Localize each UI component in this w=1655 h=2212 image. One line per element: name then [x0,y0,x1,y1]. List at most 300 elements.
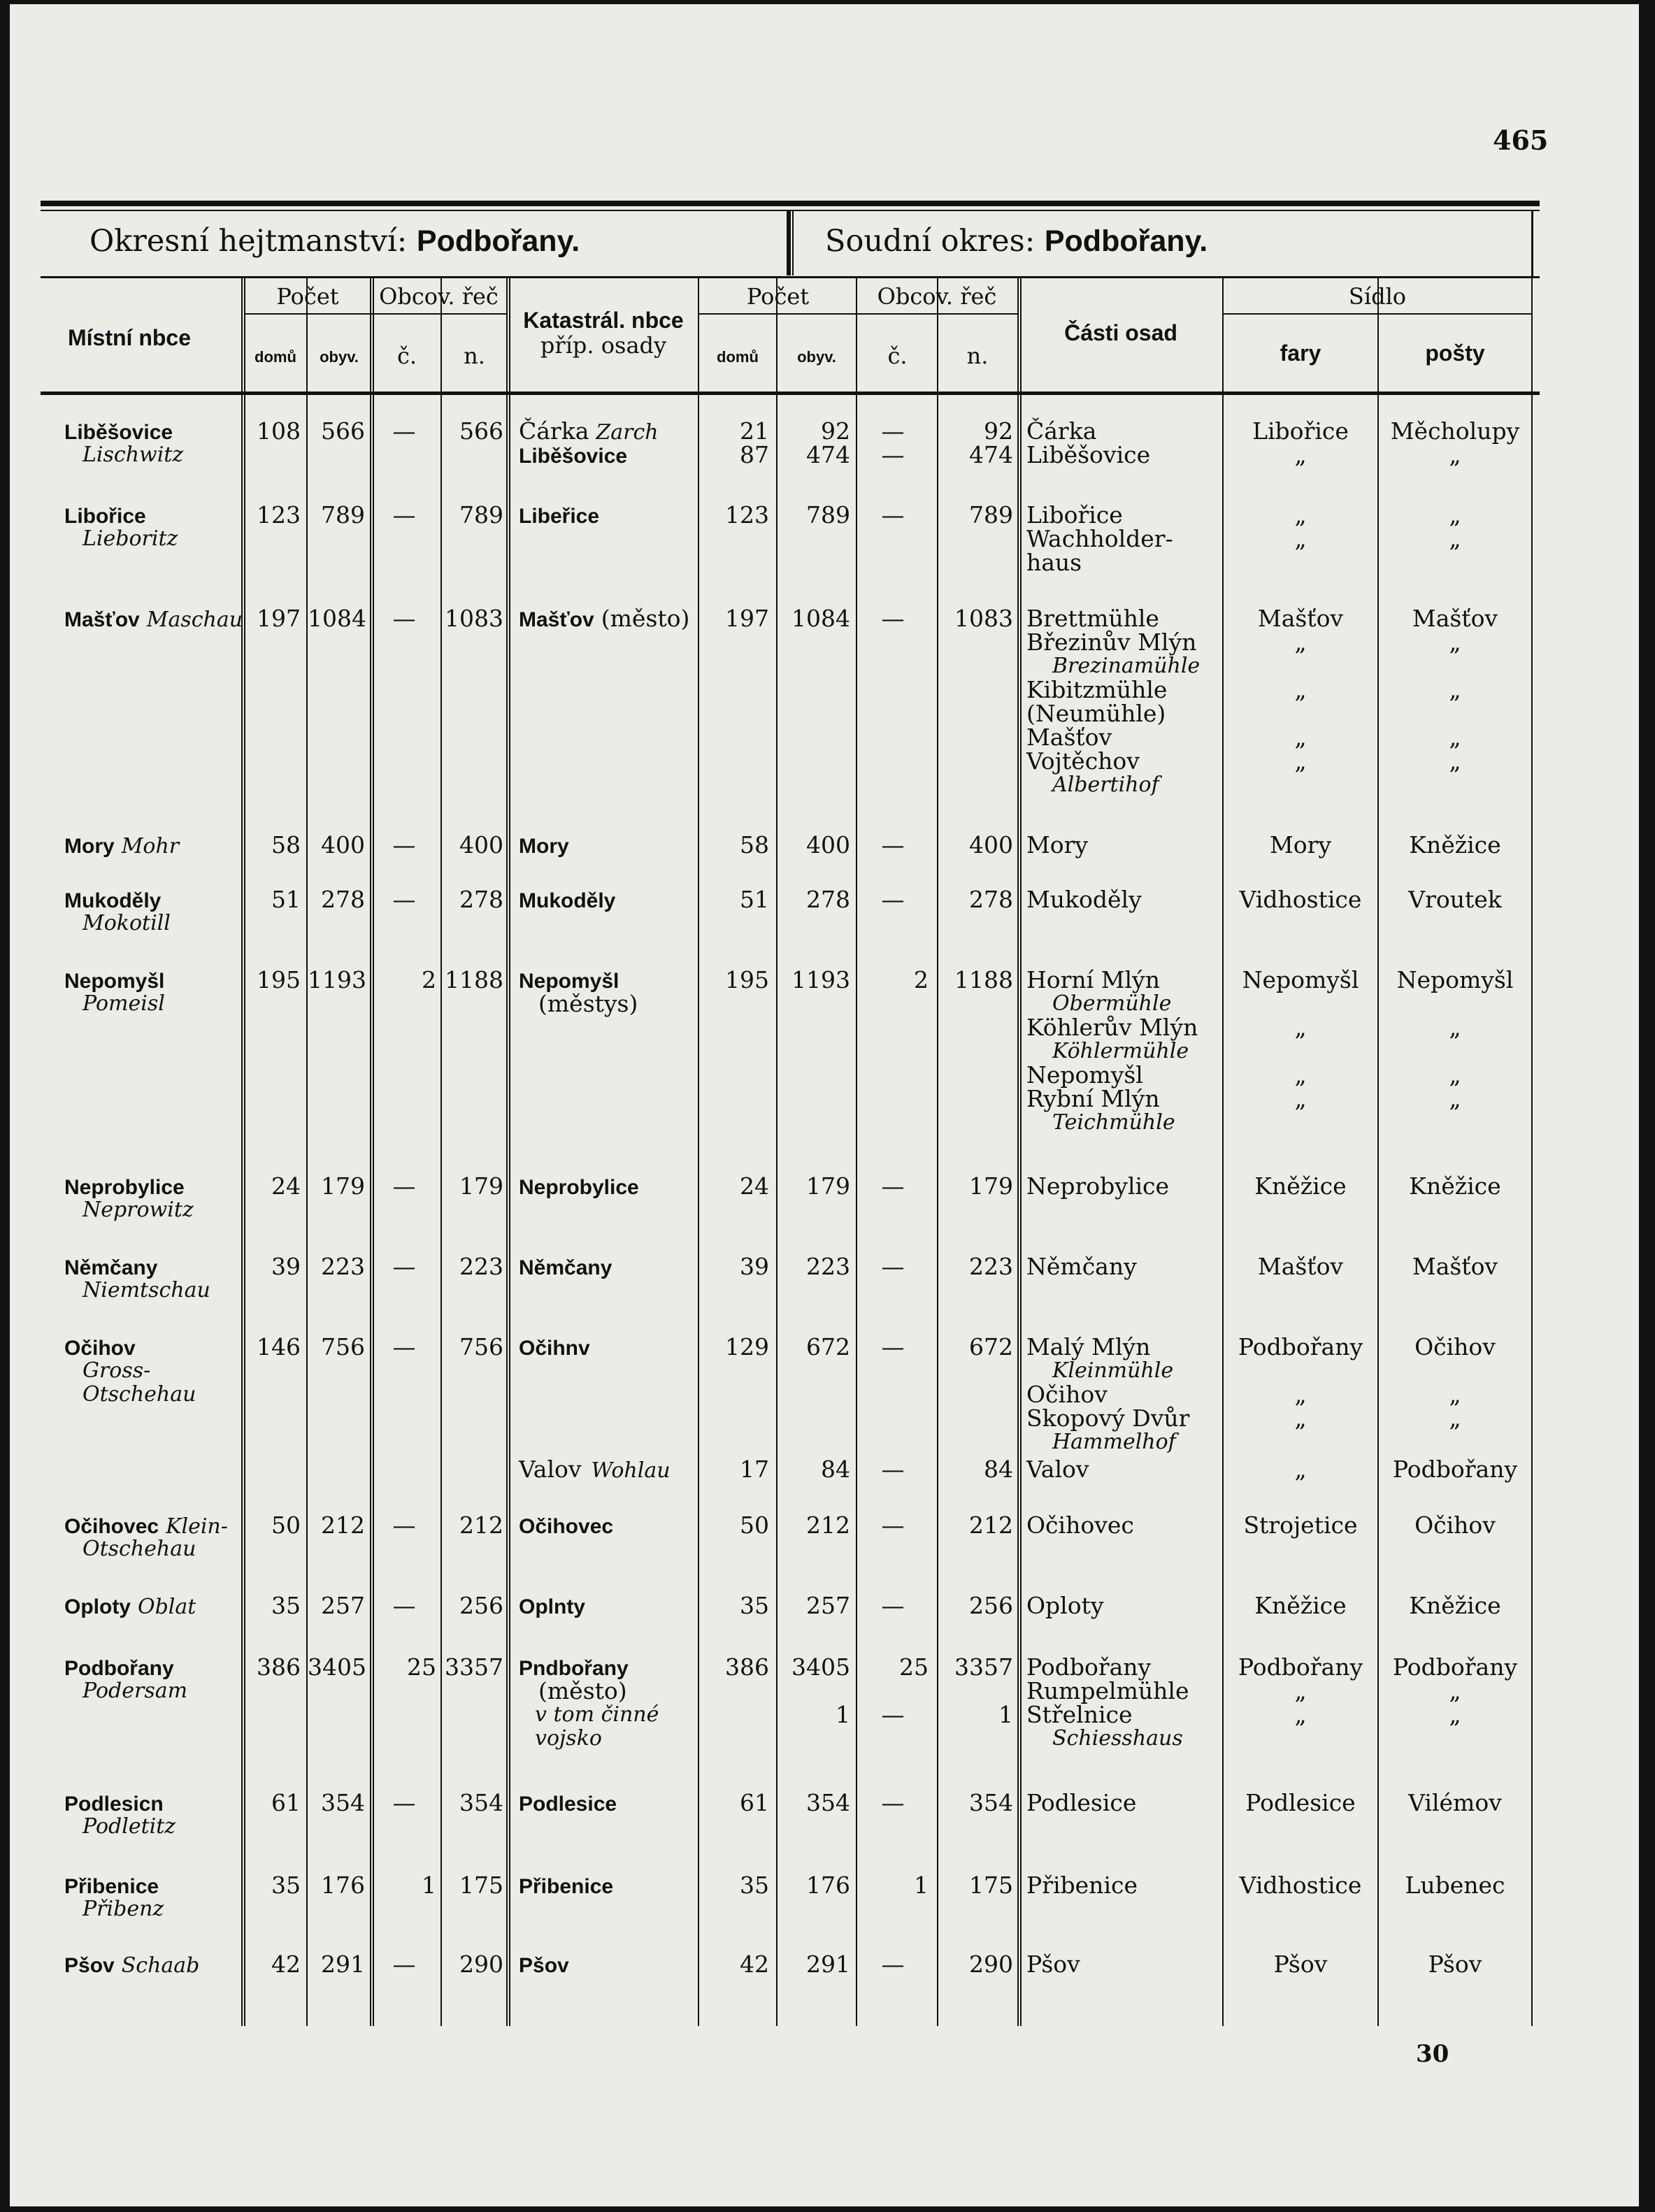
obec-name [64,607,243,632]
domu: 58 [271,831,301,859]
footer-number: 30 [1416,2040,1449,2068]
kat-n: 212 [969,1511,1013,1539]
domu: 108 [257,417,301,445]
cast-osady: Rumpelmühle [1026,1677,1189,1704]
katastral-czech: Němčany [519,1256,612,1279]
kat-c: — [881,1253,905,1280]
obyv: 1084 [308,605,366,632]
fara: „ [1294,1456,1307,1483]
kat-domu: 61 [740,1789,769,1816]
kat-obyv: 672 [806,1333,850,1360]
kat-obyv: 1193 [791,966,850,993]
domu: 35 [271,1592,301,1619]
kat-n: 92 [984,417,1013,445]
obec-german: Schaab [121,1953,200,1978]
col-pocet: Počet [276,283,339,310]
obyv: 3405 [308,1653,366,1681]
col-c-2: č. [887,343,908,369]
cast-osady: Wachholder- [1026,525,1173,552]
obcov-n: 756 [459,1333,503,1360]
kat-domu: 123 [725,501,769,529]
domu: 146 [257,1333,301,1360]
header-bottom-rule [41,276,1540,278]
kat-obyv: 474 [806,441,850,468]
fara: „ [1294,676,1307,703]
obcov-n: 223 [459,1253,503,1280]
katastral-german: Wohlau [591,1458,671,1483]
kat-obyv: 92 [821,417,850,445]
district-header: Okresní hejtmanství: Podbořany. [89,224,580,259]
posta: „ [1449,441,1461,468]
column-rule [509,278,510,2026]
obec-czech: Pšov [64,1954,115,1977]
cast-osady: Valov [1026,1456,1089,1483]
cast-osady: Horní Mlýn [1026,966,1160,993]
col-obyv: obyv. [320,348,359,366]
fara: Kněžice [1254,1592,1347,1619]
col-sidlo: Sídlo [1348,283,1407,310]
column-rule [244,278,245,2026]
kat-obyv: 257 [806,1592,850,1619]
obec-name [64,419,173,445]
katastral-czech: Pndbořany [519,1657,629,1680]
kat-c: — [881,1951,905,1978]
katastral-note-it: v tom činné [535,1702,659,1727]
obyv: 179 [321,1172,365,1200]
katastral-name [519,443,627,468]
obcov-c: — [392,886,416,913]
kat-obyv: 291 [806,1951,850,1978]
obcov-n: 256 [459,1592,503,1619]
katastral-czech: Mukoděly [519,889,616,912]
fara: Mašťov [1257,1253,1344,1280]
obyv: 566 [321,417,365,445]
katastral-german: Zarch [596,420,659,445]
fara: Mory [1269,831,1332,859]
cast-osady: Podbořany [1026,1653,1152,1681]
posta: Vilémov [1408,1789,1502,1816]
katastral-name [519,503,599,529]
cast-osady: Pšov [1026,1951,1080,1978]
posta: Nepomyšl [1396,966,1514,993]
kat-domu: 50 [740,1511,769,1539]
katastral-czech: Oplnty [519,1595,585,1618]
posta: Vroutek [1408,886,1502,913]
obcov-c: — [392,1253,416,1280]
kat-domu: 58 [740,831,769,859]
cast-osady: haus [1026,549,1082,576]
obec-czech: Liběšovice [64,421,173,444]
column-rule [1017,278,1019,2026]
obec-name [64,1175,185,1200]
kat-n: 256 [969,1592,1013,1619]
column-rule [1020,278,1022,2026]
obcov-n: 212 [459,1511,503,1539]
obec-german: Pomeisl [83,991,165,1016]
posta: „ [1449,747,1461,775]
col-casti-osad: Části osad [1064,320,1177,345]
katastral-name [519,1791,617,1816]
katastral-czech: Očihnv [519,1337,590,1360]
obec-czech: Libořice [64,505,146,528]
obyv: 212 [321,1511,365,1539]
obec-german: Gross- [83,1358,151,1383]
katastral-czech: Neprobylice [519,1176,639,1199]
domu: 35 [271,1872,301,1899]
header-under-rule [41,392,1540,395]
col-mistni-nbce: Místní nbce [67,325,191,350]
obec-name [64,1514,228,1539]
kat-c: — [881,441,905,468]
col-n: n. [464,343,485,369]
col-obcov-rec: Obcov. řeč [379,283,499,310]
katastral-note: (město) [538,1677,627,1704]
obcov-n: 1188 [445,966,503,993]
katastral-name [519,1255,612,1280]
obcov-n: 179 [459,1172,503,1200]
kat-obyv: 3405 [791,1653,850,1681]
posta: „ [1449,501,1461,529]
domu: 386 [257,1653,301,1681]
domu: 42 [271,1951,301,1978]
posta: „ [1449,1085,1461,1112]
katastral-name [519,1874,613,1899]
header-divider [787,211,791,275]
obec-czech: Mory [64,835,115,858]
posta: Měcholupy [1390,417,1520,445]
kat-n: 1188 [954,966,1013,993]
katastral-name [519,1953,569,1978]
col-posty: pošty [1425,340,1485,366]
kat-domu: 17 [740,1456,769,1483]
obyv: 291 [321,1951,365,1978]
obec-german: Mohr [121,834,180,859]
obec-name [64,1335,136,1360]
obyv: 789 [321,501,365,529]
cast-osady: Očihov [1026,1381,1108,1408]
cast-osady: Rybní Mlýn [1026,1085,1160,1112]
obcov-c: 2 [422,966,436,993]
obec-czech: Němčany [64,1256,158,1279]
kat-domu: 39 [740,1253,769,1280]
kat-c: — [881,1511,905,1539]
column-rule [506,278,508,2026]
fara: „ [1294,1014,1307,1041]
obec-name [64,1255,157,1280]
kat-c: — [881,1172,905,1200]
obcov-c: 1 [422,1872,436,1899]
cast-osady: Neprobylice [1026,1172,1170,1200]
katastral-czech: Liběšovice [519,445,628,468]
katastral-czech: Podlesice [519,1793,617,1816]
obec-czech: Podbořany [64,1657,174,1680]
kat-c: — [881,886,905,913]
cast-osady: Skopový Dvůr [1026,1405,1190,1432]
obec-name [64,833,179,859]
obyv: 278 [321,886,365,913]
col-domu: domů [255,348,296,366]
column-rule [1377,278,1379,2026]
obec-german: Maschau [146,608,243,632]
domu: 50 [271,1511,301,1539]
obcov-n: 290 [459,1951,503,1978]
column-rule [776,278,778,2026]
kat-obyv: 84 [821,1456,850,1483]
katastral-czech: Libeřice [519,505,600,528]
court-header: Soudní okres: Podbořany. [825,224,1208,259]
katastral-note: (městys) [538,990,638,1017]
fara: Kněžice [1254,1172,1347,1200]
obec-czech: Očihov [64,1337,136,1360]
kat-c: — [881,831,905,859]
cast-osady: Kibitzmühle [1026,676,1168,703]
fara: „ [1294,501,1307,529]
fara: „ [1294,1085,1307,1112]
obcov-n: 1083 [445,605,503,632]
cast-osady: Köhlerův Mlýn [1026,1014,1198,1041]
col-domu-2: domů [717,348,759,366]
kat-c: — [881,1333,905,1360]
posta: „ [1449,1405,1461,1432]
obyv: 257 [321,1592,365,1619]
cast-osady-german: Albertihof [1052,773,1159,797]
posta: „ [1449,629,1461,656]
kat-domu: 35 [740,1592,769,1619]
obyv: 223 [321,1253,365,1280]
header-sub-rule [1222,313,1531,315]
obyv: 1193 [308,966,366,993]
kat-domu: 51 [740,886,769,913]
obec-german: Klein- [166,1514,228,1539]
posta: „ [1449,1677,1461,1704]
cast-osady-german: Kleinmühle [1052,1358,1174,1383]
kat-n: 1083 [954,605,1013,632]
cast-osady: (Neumühle) [1026,700,1166,727]
posta: Lubenec [1405,1872,1505,1899]
header-sub-rule [244,313,507,315]
kat-c: — [881,1592,905,1619]
fara: Nepomyšl [1242,966,1359,993]
kat-n: 354 [969,1789,1013,1816]
kat-domu: 195 [725,966,769,993]
cast-osady: Čárka [1026,417,1097,445]
obec-name [64,968,164,993]
obec-german: Niemtschau [83,1278,210,1302]
kat-n: 474 [969,441,1013,468]
kat-c: — [881,417,905,445]
katastral-note-it-2: vojsko [535,1726,602,1751]
column-rule [373,278,374,2026]
domu: 197 [257,605,301,632]
obec-name [64,1953,199,1978]
column-rule [306,278,308,2026]
col-katastral-2: příp. osady [540,332,667,359]
kat-n: 290 [969,1951,1013,1978]
kat-n: 672 [969,1333,1013,1360]
cast-osady: Podlesice [1026,1789,1137,1816]
cast-osady: Libořice [1026,501,1123,529]
kat-c: 25 [899,1653,929,1681]
kat-domu: 129 [725,1333,769,1360]
posta: Kněžice [1409,831,1501,859]
katastral-czech: Valov [519,1456,582,1483]
obcov-n: 566 [459,417,503,445]
cast-osady: Březinův Mlýn [1026,629,1197,656]
obec-german: Lieboritz [83,526,178,551]
obec-czech: Mašťov [64,608,140,631]
col-pocet-2: Počet [746,283,810,310]
obec-german: Podletitz [83,1814,176,1839]
kat-domu: 87 [740,441,769,468]
kat-obyv: 212 [806,1511,850,1539]
katastral-name [519,1175,639,1200]
fara: Podbořany [1238,1333,1363,1360]
kat-domu: 42 [740,1951,769,1978]
posta: Mašťov [1412,605,1498,632]
fara: Strojetice [1243,1511,1358,1539]
domu: 39 [271,1253,301,1280]
kat-obyv: 354 [806,1789,850,1816]
katastral-czech: Očihovec [519,1515,614,1538]
col-obyv-2: obyv. [797,348,836,366]
obcov-c: 25 [407,1653,436,1681]
obec-name [64,1594,196,1619]
kat-domu: 386 [725,1653,769,1681]
posta: Mašťov [1412,1253,1498,1280]
kat-c: — [881,501,905,529]
fara: „ [1294,724,1307,751]
obec-czech: Přibenice [64,1875,159,1898]
obec-name [64,1874,159,1899]
kat-domu: 21 [740,417,769,445]
kat-c: — [881,1701,905,1728]
kat-obyv: 789 [806,501,850,529]
fara: Vidhostice [1239,1872,1362,1899]
header-right-border [1531,211,1533,278]
katastral-name [519,888,615,913]
posta: Kněžice [1409,1592,1501,1619]
obec-czech: Podlesicn [64,1793,164,1816]
col-obcov-rec-2: Obcov. řeč [877,283,997,310]
kat-c: — [881,605,905,632]
katastral-name [519,1594,585,1619]
column-rule [241,278,243,2026]
katastral-name [519,1458,671,1483]
fara: „ [1294,1061,1307,1089]
cast-osady-german: Hammelhof [1052,1430,1176,1454]
katastral-czech: Nepomyšl [519,970,619,993]
katastral-czech: Mašťov [519,608,594,631]
obcov-c: — [392,605,416,632]
fara: „ [1294,1701,1307,1728]
posta: Očihov [1414,1511,1496,1539]
obcov-c: — [392,1511,416,1539]
cast-osady-german: Obermühle [1052,991,1172,1016]
obcov-n: 278 [459,886,503,913]
col-c: č. [396,343,417,369]
kat-n: 179 [969,1172,1013,1200]
cast-osady-german: Teichmühle [1052,1110,1175,1135]
obec-name [64,503,146,529]
col-katastral: Katastrál. nbce [523,308,684,333]
obcov-c: — [392,501,416,529]
fara: Podbořany [1238,1653,1363,1681]
fara: „ [1294,441,1307,468]
cast-osady: Mašťov [1026,724,1112,751]
obec-name [64,888,161,913]
posta: Podbořany [1392,1456,1518,1483]
obcov-c: — [392,1789,416,1816]
katastral-czech: Mory [519,835,569,858]
obyv: 354 [321,1789,365,1816]
obcov-n: 3357 [445,1653,503,1681]
column-rule [440,278,442,2026]
column-rule [1222,278,1224,2026]
column-rule [698,278,699,2026]
kat-c: — [881,1789,905,1816]
obec-german: Neprowitz [83,1198,194,1222]
obyv: 400 [321,831,365,859]
fara: „ [1294,525,1307,552]
kat-domu: 35 [740,1872,769,1899]
kat-obyv: 1 [836,1701,850,1728]
obec-czech: Nepomyšl [64,970,165,993]
obcov-c: — [392,1333,416,1360]
obcov-c: — [392,1951,416,1978]
kat-n: 223 [969,1253,1013,1280]
domu: 61 [271,1789,301,1816]
kat-c: 1 [914,1872,929,1899]
page-number: 465 [1493,124,1549,156]
column-rule [370,278,371,2026]
obcov-c: — [392,1172,416,1200]
obec-german: Podersam [83,1679,188,1703]
kat-n: 175 [969,1872,1013,1899]
kat-obyv: 176 [806,1872,850,1899]
cast-osady-german: Brezinamühle [1052,654,1201,678]
kat-obyv: 1084 [791,605,850,632]
katastral-name [519,607,689,632]
posta: „ [1449,1061,1461,1089]
domu: 51 [271,886,301,913]
kat-obyv: 400 [806,831,850,859]
posta: „ [1449,1381,1461,1408]
cast-osady: Liběšovice [1026,441,1151,468]
cast-osady: Mory [1026,831,1089,859]
obec-czech: Očihovec [64,1515,159,1538]
fara: „ [1294,1677,1307,1704]
obcov-n: 789 [459,501,503,529]
kat-c: — [881,1456,905,1483]
obec-german: Lischwitz [83,443,184,467]
fara: „ [1294,629,1307,656]
kat-domu: 24 [740,1172,769,1200]
cast-osady: Očihovec [1026,1511,1134,1539]
obec-german: Mokotill [83,911,171,935]
cast-osady: Přibenice [1026,1872,1138,1899]
kat-n: 3357 [954,1653,1013,1681]
cast-osady: Nepomyšl [1026,1061,1143,1089]
kat-obyv: 278 [806,886,850,913]
obec-czech: Neprobylice [64,1176,185,1199]
fara: Vidhostice [1239,886,1362,913]
cast-osady: Vojtěchov [1026,747,1140,775]
obyv: 756 [321,1333,365,1360]
obcov-n: 354 [459,1789,503,1816]
obec-german: Přibenz [83,1897,164,1921]
fara: Libořice [1252,417,1349,445]
obcov-c: — [392,1592,416,1619]
